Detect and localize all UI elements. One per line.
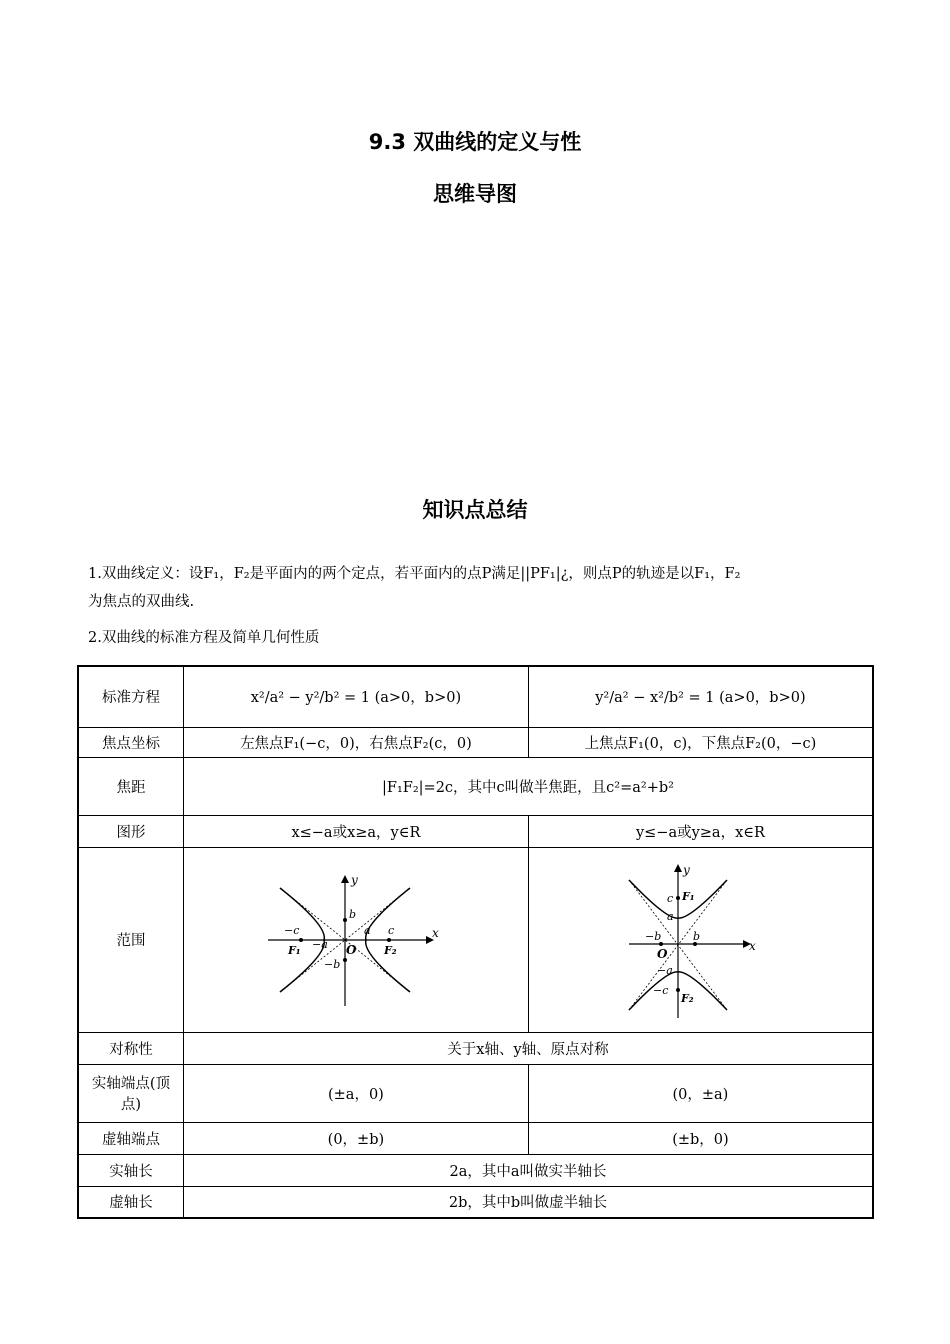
label-f1: F₁	[287, 943, 301, 957]
page-title: 9.3 双曲线的定义与性	[368, 130, 582, 154]
table-row	[78, 1064, 873, 1122]
definition-line2: 为焦点的双曲线.	[88, 594, 195, 610]
graph-left-cell	[183, 847, 528, 1032]
axis-x-label: x	[749, 938, 757, 953]
label-f2: F₂	[681, 991, 695, 1005]
table-row	[78, 1186, 873, 1218]
label-minus-c: −c	[653, 983, 669, 997]
label-minus-b: −b	[323, 957, 341, 971]
label-minus-a: −a	[311, 937, 328, 951]
table-row	[78, 666, 873, 727]
table-row	[78, 757, 873, 815]
row-label: 虚轴长	[78, 1186, 183, 1218]
page-subtitle: 思维导图	[433, 182, 517, 206]
table-row	[78, 815, 873, 847]
label-minus-a: −a	[657, 963, 674, 977]
row-label: 图形	[78, 815, 183, 847]
row-label: 标准方程	[78, 666, 183, 727]
label-minus-c: −c	[283, 923, 300, 937]
section-title: 知识点总结	[422, 498, 528, 522]
label-b: b	[348, 907, 356, 921]
equation-left: x²/a² − y²/b² = 1 (a>0，b>0)	[183, 666, 528, 727]
row-label: 实轴长	[78, 1154, 183, 1186]
focal-distance: |F₁F₂|=2c，其中c叫做半焦距，且c²=a²+b²	[183, 757, 873, 815]
table-row	[78, 847, 873, 1032]
hyperbola-horizontal-graph	[266, 870, 446, 1010]
row-label: 焦距	[78, 757, 183, 815]
shape-right: y≤−a或y≥a，x∈R	[528, 815, 873, 847]
table-row	[78, 1122, 873, 1154]
row-label: 实轴端点(顶点)	[78, 1064, 183, 1122]
imag-axis-length: 2b，其中b叫做虚半轴长	[183, 1186, 873, 1218]
axis-y-label: y	[350, 872, 358, 887]
section2-heading: 2.双曲线的标准方程及简单几何性质	[88, 630, 320, 646]
focus-left: 左焦点F₁(−c，0)，右焦点F₂(c，0)	[183, 727, 528, 757]
label-a: a	[363, 923, 371, 937]
row-label: 焦点坐标	[78, 727, 183, 757]
imag-vertex-left: (0，±b)	[183, 1122, 528, 1154]
row-label: 虚轴端点	[78, 1122, 183, 1154]
imag-vertex-right: (±b，0)	[528, 1122, 873, 1154]
real-axis-length: 2a，其中a叫做实半轴长	[183, 1154, 873, 1186]
row-label: 对称性	[78, 1032, 183, 1064]
label-origin: O	[345, 942, 357, 957]
properties-table	[77, 665, 874, 1219]
vertex-left: (±a，0)	[183, 1064, 528, 1122]
label-c: c	[667, 891, 674, 905]
table-row	[78, 727, 873, 757]
label-c: c	[387, 923, 395, 937]
label-origin: O	[657, 946, 668, 961]
table-row	[78, 1154, 873, 1186]
definition-text: F₁，F₂是平面内的两个定点，若平面内的点P满足||PF₁|¿，则点P的轨迹是以F₁，F₂	[203, 566, 741, 582]
vertex-right: (0，±a)	[528, 1064, 873, 1122]
axis-y-label: y	[683, 862, 691, 877]
label-b: b	[693, 929, 701, 943]
axis-x-label: x	[431, 925, 439, 940]
label-f1: F₁	[682, 889, 696, 903]
shape-left: x≤−a或x≥a，y∈R	[183, 815, 528, 847]
table-row	[78, 1032, 873, 1064]
definition-label: 1.双曲线定义：设	[88, 566, 204, 582]
symmetry-value: 关于x轴、y轴、原点对称	[183, 1032, 873, 1064]
row-label: 范围	[78, 847, 183, 1032]
focus-right: 上焦点F₁(0，c)，下焦点F₂(0，−c)	[528, 727, 873, 757]
label-minus-b: −b	[645, 929, 662, 943]
definition-paragraph	[88, 560, 878, 616]
graph-right-cell	[528, 847, 873, 1032]
label-f2: F₂	[383, 943, 397, 957]
equation-right: y²/a² − x²/b² = 1 (a>0，b>0)	[528, 666, 873, 727]
hyperbola-vertical-graph	[625, 860, 775, 1020]
label-a: a	[667, 909, 674, 923]
